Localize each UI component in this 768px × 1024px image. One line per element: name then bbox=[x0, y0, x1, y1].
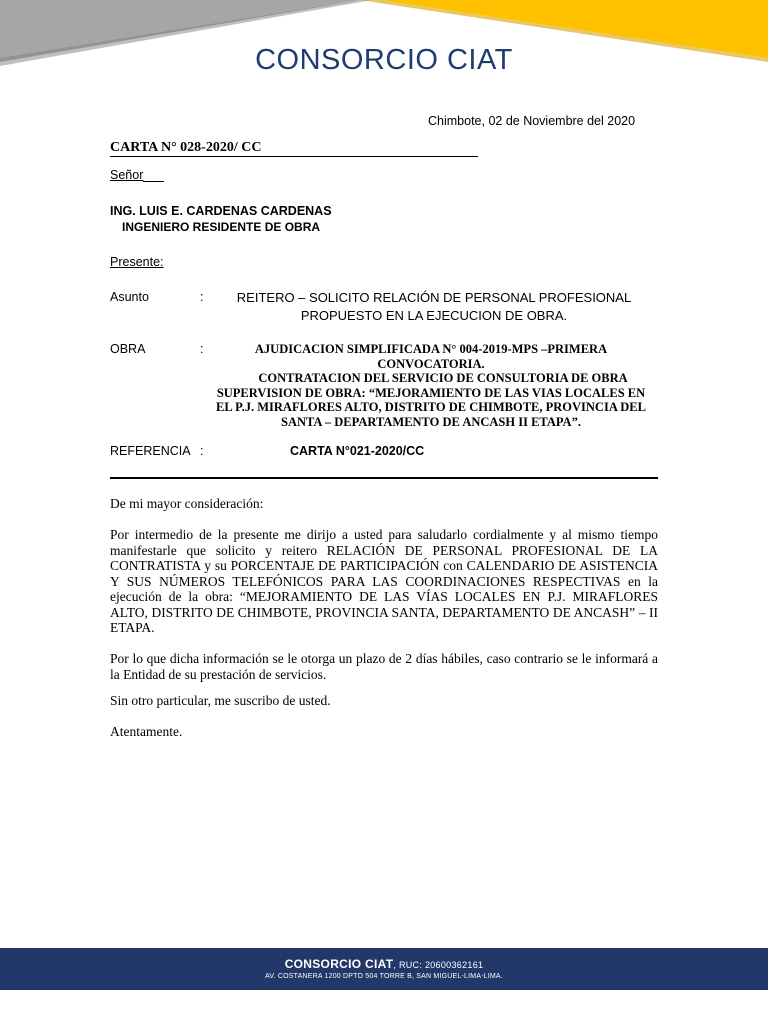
letter-number-underline bbox=[110, 156, 478, 157]
greeting: De mi mayor consideración: bbox=[110, 496, 264, 511]
recipient-role: INGENIERO RESIDENTE DE OBRA bbox=[122, 220, 321, 234]
closing: Atentamente. bbox=[110, 724, 183, 739]
letter-number: CARTA N° 028-2020/ CC bbox=[110, 140, 262, 155]
asunto-colon: : bbox=[200, 290, 204, 304]
footer-bar bbox=[0, 948, 768, 990]
obra-text bbox=[204, 342, 658, 429]
referencia-colon: : bbox=[200, 444, 204, 458]
salutation-underline bbox=[143, 181, 164, 182]
salutation: Señor bbox=[110, 168, 144, 182]
referencia-value: CARTA N°021-2020/CC bbox=[290, 444, 425, 458]
obra-line: SANTA – DEPARTAMENTO DE ANCASH II ETAPA”. bbox=[281, 414, 581, 429]
obra-line: CONVOCATORIA. bbox=[377, 356, 485, 371]
body-paragraph-2: Por lo que dicha información se le otorga un plazo de 2 días hábiles, caso contrario se le informará a la Entidad de su prestación de servicios. bbox=[110, 651, 658, 682]
letter-date: Chimbote, 02 de Noviembre del 2020 bbox=[428, 114, 636, 128]
company-title: CONSORCIO CIAT bbox=[255, 44, 513, 76]
footer-ruc: , RUC: 20600362161 bbox=[393, 960, 484, 970]
referencia-label: REFERENCIA bbox=[110, 444, 191, 458]
footer-company: CONSORCIO CIAT bbox=[284, 957, 394, 971]
obra-line: CONTRATACION DEL SERVICIO DE CONSULTORIA DE OBRA bbox=[258, 371, 628, 385]
body-paragraph-3: Sin otro particular, me suscribo de usted. bbox=[110, 693, 331, 708]
footer-company-line bbox=[0, 957, 768, 971]
asunto-line: REITERO – SOLICITO RELACIÓN DE PERSONAL PROFESIONAL bbox=[236, 290, 632, 305]
asunto-text bbox=[234, 289, 634, 325]
presente-label: Presente: bbox=[110, 255, 164, 269]
recipient-name: ING. LUIS E. CARDENAS CARDENAS bbox=[110, 204, 332, 218]
asunto-line: PROPUESTO EN LA EJECUCION DE OBRA. bbox=[300, 308, 568, 323]
asunto-label: Asunto bbox=[110, 290, 149, 304]
obra-line: EL P.J. MIRAFLORES ALTO, DISTRITO DE CHIMBOTE, PROVINCIA DEL bbox=[216, 400, 646, 414]
footer-address: AV. COSTANERA 1200 DPTO 504 TORRE B, SAN MIGUEL-LIMA-LIMA. bbox=[265, 973, 503, 980]
obra-line: AJUDICACION SIMPLIFICADA N° 004-2019-MPS –PRIMERA bbox=[254, 342, 608, 356]
obra-line: SUPERVISION DE OBRA: “MEJORAMIENTO DE LAS VIAS LOCALES EN bbox=[216, 385, 646, 400]
obra-label: OBRA bbox=[110, 342, 146, 356]
obra-colon: : bbox=[200, 342, 204, 356]
section-divider bbox=[110, 477, 658, 479]
body-paragraph-1: Por intermedio de la presente me dirijo a usted para saludarlo cordialmente y al mismo tiempo manifestarle que solicito y reitero RELACIÓN DE PERSONAL PROFESIONAL DE LA CONTRATISTA y su PORCENTAJE DE PARTICIPACIÓN con CALENDARIO DE ASISTENCIA Y SUS NÚMEROS TELEFÓNICOS PARA LAS COORDINACIONES RESPECTIVAS en la ejecución de la obra: “MEJORAMIENTO DE LAS VÍAS LOCALES EN P.J. MIRAFLORES ALTO, DISTRITO DE CHIMBOTE, PROVINCIA SANTA, DEPARTAMENTO DE ANCASH” – II ETAPA. bbox=[110, 527, 658, 635]
